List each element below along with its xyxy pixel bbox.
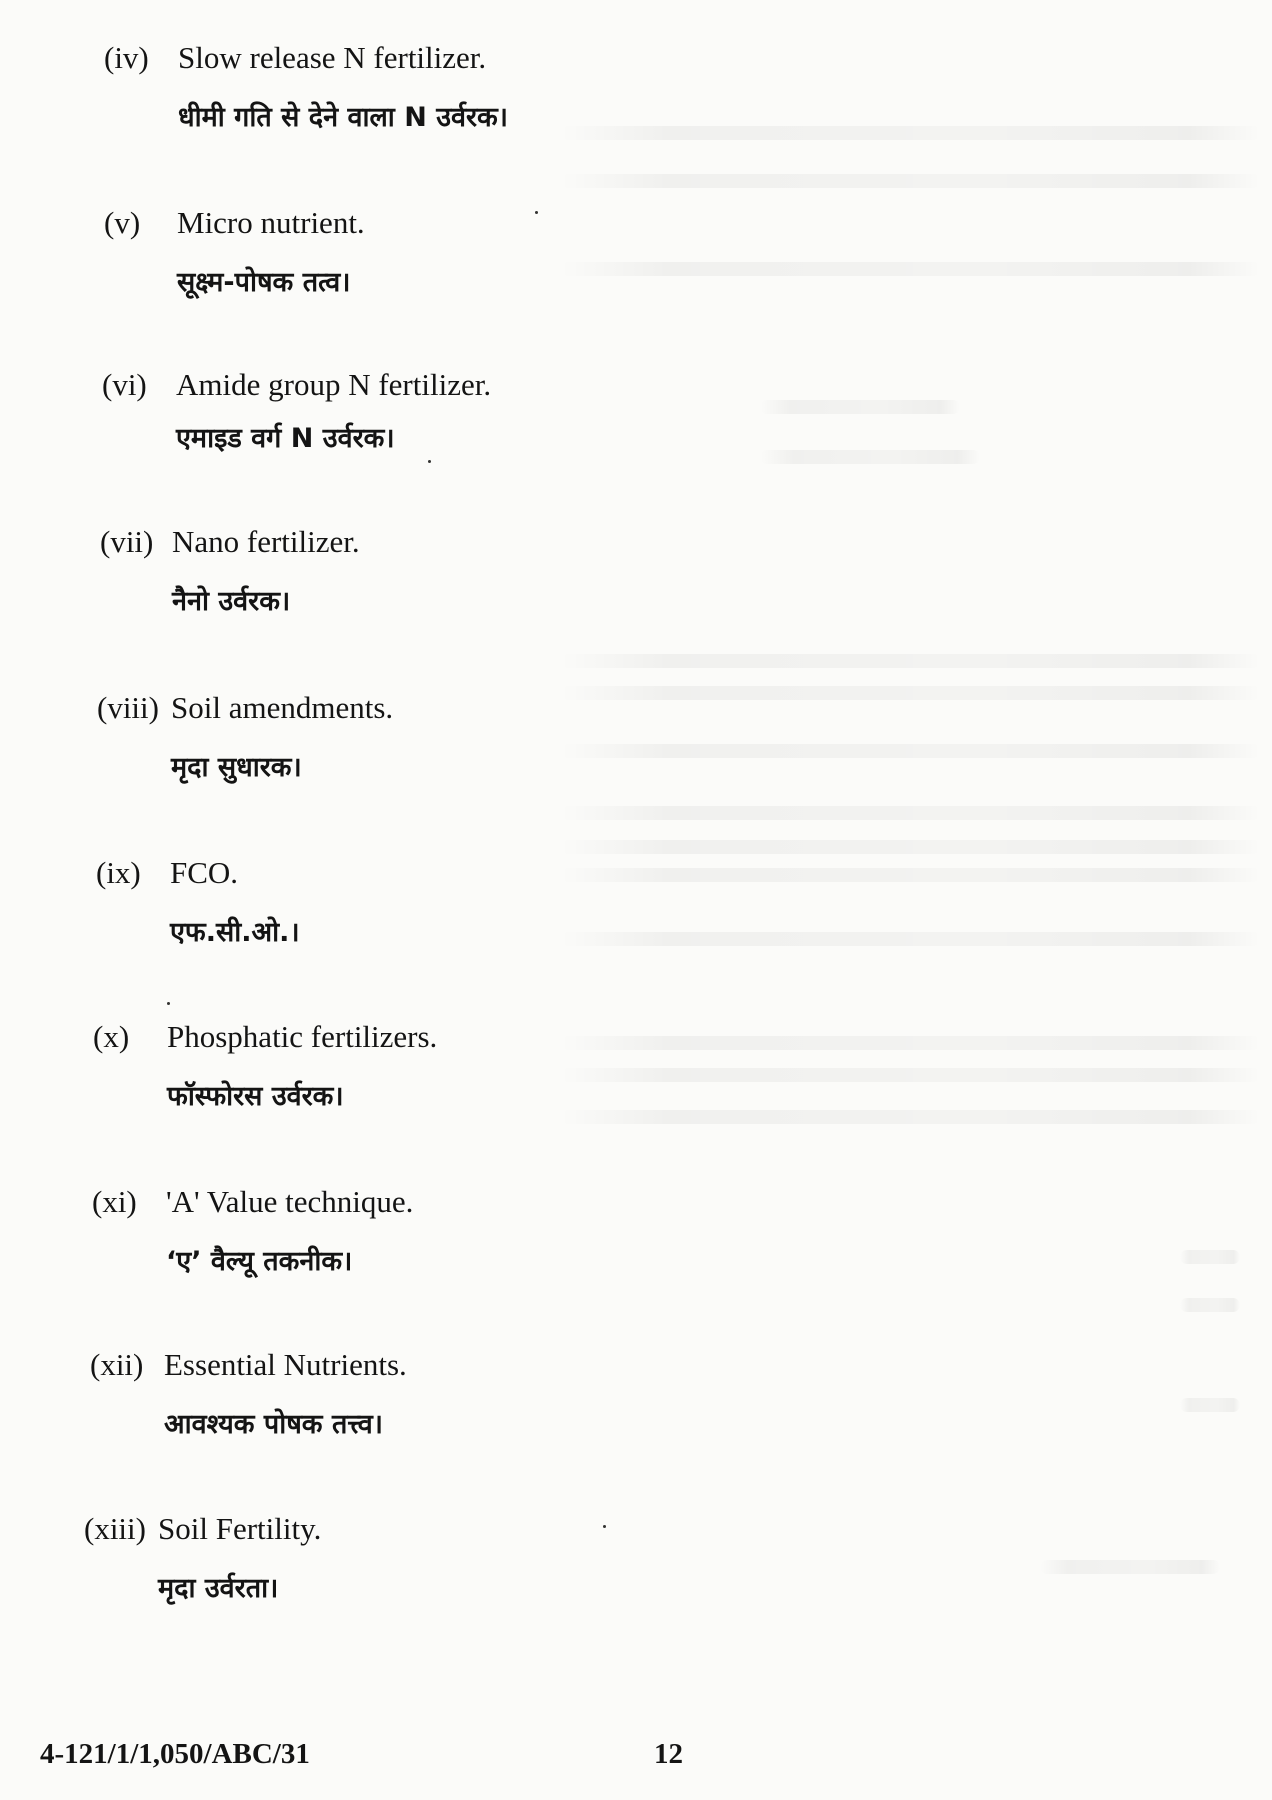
question-text-hindi: सूक्ष्म-पोषक तत्व। [177,267,351,298]
scan-speck [428,460,431,463]
question-text-hindi: एफ.सी.ओ.। [170,917,300,948]
bleed-through-line [560,654,1260,668]
bleed-through-line [560,1036,1260,1050]
question-number: (iv) [104,40,149,75]
question-text-english: Soil Fertility. [158,1511,322,1546]
question-text-english: Slow release N fertilizer. [178,40,487,75]
question-text-english: Essential Nutrients. [164,1347,407,1382]
bleed-through-line [1180,1398,1240,1412]
bleed-through-line [560,744,1260,758]
question-text-english: Phosphatic fertilizers. [167,1019,438,1054]
question-text-hindi: आवश्यक पोषक तत्त्व। [164,1409,384,1440]
question-number: (xi) [92,1184,137,1219]
question-number: (x) [93,1019,130,1054]
bleed-through-line [1180,1250,1240,1264]
bleed-through-line [560,686,1260,700]
bleed-through-line [560,868,1260,882]
bleed-through-line [760,400,960,414]
bleed-through-line [1040,1560,1220,1574]
question-text-english: Soil amendments. [171,690,394,725]
question-number: (vi) [102,367,147,402]
question-number: (viii) [97,690,159,725]
bleed-through-line [560,262,1260,276]
paper-code: 4-121/1/1,050/ABC/31 [40,1738,310,1770]
bleed-through-line [560,1110,1260,1124]
question-number: (ix) [96,855,141,890]
bleed-through-line [560,806,1260,820]
question-text-english: FCO. [170,855,239,890]
bleed-through-line [560,932,1260,946]
question-text-english: Nano fertilizer. [172,524,360,559]
question-text-hindi: ‘ए’ वैल्यू तकनीक। [166,1246,353,1277]
bleed-through-line [560,840,1260,854]
question-text-hindi: एमाइड वर्ग N उर्वरक। [176,423,395,454]
bleed-through-line [760,450,980,464]
question-text-hindi: मृदा सुधारक। [171,752,302,783]
page-number: 12 [654,1738,683,1770]
question-text-hindi: फॉस्फोरस उर्वरक। [167,1081,344,1112]
question-text-hindi: धीमी गति से देने वाला N उर्वरक। [178,102,509,133]
question-text-english: Micro nutrient. [177,205,365,240]
bleed-through-line [560,1068,1260,1082]
question-number: (xii) [90,1347,144,1382]
question-number: (vii) [100,524,154,559]
question-text-hindi: नैनो उर्वरक। [172,586,291,617]
bleed-through-line [1180,1298,1240,1312]
scan-speck [535,211,538,214]
scan-speck [167,1002,170,1005]
question-number: (v) [104,205,141,240]
scan-speck [603,1525,606,1528]
bleed-through-line [560,174,1260,188]
question-number: (xiii) [84,1511,146,1546]
question-text-english: Amide group N fertilizer. [176,367,492,402]
question-text-hindi: मृदा उर्वरता। [158,1573,279,1604]
bleed-through-line [560,126,1260,140]
question-text-english: 'A' Value technique. [166,1184,414,1219]
